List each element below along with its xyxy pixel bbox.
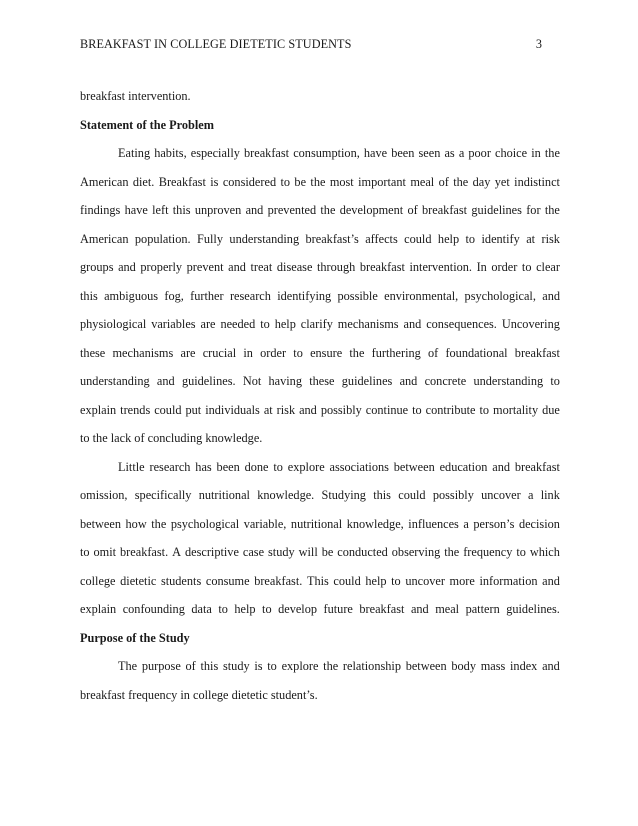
word: link bbox=[540, 488, 560, 502]
word: the bbox=[349, 345, 365, 360]
word: are bbox=[200, 317, 216, 331]
word: decision bbox=[518, 516, 560, 531]
word: This bbox=[306, 573, 329, 588]
word: concrete bbox=[424, 374, 467, 388]
word: to bbox=[465, 231, 476, 246]
text-line bbox=[80, 232, 560, 261]
word: individuals bbox=[205, 402, 260, 417]
word: purpose bbox=[141, 659, 181, 673]
word: between bbox=[405, 659, 447, 673]
text-line bbox=[80, 460, 560, 489]
word: this bbox=[373, 488, 391, 502]
word: possibly bbox=[432, 488, 474, 502]
word: index bbox=[510, 659, 538, 673]
word: breakfast. bbox=[120, 545, 169, 559]
word: study bbox=[222, 659, 250, 673]
word: trends bbox=[120, 402, 151, 417]
word: and bbox=[245, 203, 264, 217]
word: these bbox=[80, 345, 106, 360]
word: identifying bbox=[277, 288, 332, 303]
word: the bbox=[151, 516, 167, 531]
word: due bbox=[542, 402, 560, 417]
word: these bbox=[309, 374, 335, 388]
word: information bbox=[479, 573, 538, 588]
word: to bbox=[80, 545, 90, 559]
word: explore bbox=[287, 459, 325, 474]
word: mortality bbox=[493, 402, 539, 417]
word: prevented bbox=[267, 203, 317, 217]
word: The bbox=[118, 659, 138, 673]
word: have bbox=[363, 146, 388, 160]
text-line bbox=[80, 488, 560, 517]
word: to bbox=[479, 402, 490, 417]
word: mechanisms bbox=[112, 345, 174, 360]
word: psychological bbox=[170, 516, 240, 531]
word: college bbox=[80, 573, 116, 588]
word: Not bbox=[242, 374, 262, 388]
word: to bbox=[260, 317, 270, 331]
word: and bbox=[228, 260, 246, 274]
text-line bbox=[80, 403, 560, 432]
word: and bbox=[542, 659, 560, 673]
word: breakfast bbox=[514, 459, 560, 474]
word: the bbox=[323, 659, 339, 673]
word: and bbox=[542, 573, 560, 588]
word: nutritional bbox=[198, 488, 250, 502]
text-line bbox=[80, 517, 560, 546]
word: which bbox=[529, 545, 560, 559]
word: through bbox=[316, 260, 356, 274]
word: between bbox=[80, 516, 121, 531]
word: uncover bbox=[405, 573, 445, 588]
word: development bbox=[339, 203, 404, 217]
text-line bbox=[80, 545, 560, 574]
word: ensure bbox=[310, 345, 343, 360]
word: to bbox=[391, 573, 401, 588]
text-line bbox=[80, 317, 560, 346]
word: guidelines bbox=[341, 374, 393, 388]
word: students bbox=[160, 573, 202, 588]
word: this bbox=[200, 659, 219, 673]
word: having bbox=[268, 374, 302, 388]
word: will bbox=[298, 545, 318, 559]
word: order bbox=[260, 345, 287, 360]
word: the bbox=[444, 545, 460, 559]
word: study bbox=[268, 545, 295, 559]
word: findings bbox=[80, 203, 121, 217]
word: this bbox=[172, 203, 191, 217]
word: to bbox=[267, 659, 277, 673]
word: and bbox=[410, 602, 429, 616]
word: help bbox=[234, 602, 256, 616]
word: omission, bbox=[80, 488, 128, 502]
word: American bbox=[80, 174, 129, 189]
word: prevent bbox=[186, 260, 224, 274]
word: relationship bbox=[342, 659, 401, 673]
word: meal bbox=[435, 602, 460, 616]
word: conducted bbox=[337, 545, 388, 559]
word: furthering bbox=[371, 345, 421, 360]
word: could bbox=[398, 488, 426, 502]
word: fog, bbox=[164, 288, 184, 303]
word: seen bbox=[418, 146, 441, 160]
word: diet. bbox=[132, 174, 155, 189]
word: help bbox=[365, 573, 387, 588]
text-line bbox=[80, 146, 560, 175]
word: develop bbox=[278, 602, 318, 616]
word: consumption, bbox=[293, 146, 360, 160]
text-line bbox=[80, 260, 560, 289]
word: population. bbox=[134, 231, 191, 246]
word: Fully bbox=[197, 231, 223, 246]
word: indistinct bbox=[514, 174, 560, 189]
word: guidelines. bbox=[506, 602, 560, 616]
word: order bbox=[491, 260, 518, 274]
word: groups bbox=[80, 260, 114, 274]
word: help bbox=[274, 317, 296, 331]
word: clear bbox=[536, 260, 560, 274]
word: person’s bbox=[473, 516, 515, 531]
word: body bbox=[451, 659, 476, 673]
word: and bbox=[118, 260, 136, 274]
word: most bbox=[329, 174, 354, 189]
word: specifically bbox=[134, 488, 192, 502]
word: breakfast. bbox=[254, 573, 303, 588]
section-heading: Purpose of the Study bbox=[80, 630, 190, 645]
word: of bbox=[407, 203, 418, 217]
word: frequency bbox=[463, 545, 513, 559]
word: how bbox=[125, 516, 147, 531]
word: been bbox=[216, 459, 240, 474]
word: in bbox=[531, 146, 541, 160]
word: understanding bbox=[80, 374, 150, 388]
word: environmental, bbox=[384, 288, 459, 303]
word: disease bbox=[276, 260, 313, 274]
word: mass bbox=[480, 659, 506, 673]
word: possibly bbox=[320, 402, 362, 417]
word: needed bbox=[220, 317, 256, 331]
word: between bbox=[393, 459, 435, 474]
word: be bbox=[321, 545, 334, 559]
word: a bbox=[463, 516, 469, 531]
word: to bbox=[273, 459, 283, 474]
word: guidelines bbox=[471, 203, 522, 217]
word: A bbox=[172, 545, 182, 559]
word: American bbox=[80, 231, 129, 246]
running-head: BREAKFAST IN COLLEGE DIETETIC STUDENTS bbox=[80, 37, 352, 51]
word: knowledge, bbox=[346, 516, 404, 531]
word: especially bbox=[190, 146, 240, 160]
word: yet bbox=[494, 174, 510, 189]
word: variables bbox=[151, 317, 196, 331]
word: the bbox=[310, 174, 326, 189]
word: research bbox=[229, 288, 271, 303]
word: identify bbox=[481, 231, 520, 246]
word: to bbox=[280, 174, 291, 189]
word: and bbox=[403, 317, 422, 331]
word: the bbox=[544, 203, 560, 217]
word: consume bbox=[205, 573, 250, 588]
word: at bbox=[526, 231, 536, 246]
word: variable, bbox=[243, 516, 287, 531]
text-line bbox=[80, 602, 560, 631]
word: choice bbox=[495, 146, 528, 160]
word: understanding bbox=[229, 231, 300, 246]
word: the bbox=[320, 203, 336, 217]
word: breakfast bbox=[514, 345, 560, 360]
word: is bbox=[210, 174, 219, 189]
word: properly bbox=[140, 260, 183, 274]
text-line bbox=[80, 346, 560, 375]
word: to bbox=[262, 602, 272, 616]
word: guidelines. bbox=[181, 374, 236, 388]
word: physiological bbox=[80, 317, 147, 331]
text-line: to the lack of concluding knowledge. bbox=[80, 431, 263, 445]
word: of bbox=[185, 659, 196, 673]
word: been bbox=[391, 146, 415, 160]
word: risk bbox=[541, 231, 560, 246]
word: observing bbox=[391, 545, 441, 559]
word: more bbox=[449, 573, 475, 588]
word: important bbox=[358, 174, 406, 189]
word: data bbox=[191, 602, 212, 616]
word: this bbox=[80, 288, 98, 303]
word: are bbox=[180, 345, 196, 360]
word: unproven bbox=[194, 203, 242, 217]
word: the bbox=[544, 146, 560, 160]
word: explore bbox=[281, 659, 319, 673]
text-line bbox=[80, 175, 560, 204]
word: a bbox=[527, 488, 534, 502]
word: as bbox=[444, 146, 455, 160]
word: and bbox=[299, 402, 317, 417]
word: descriptive bbox=[184, 545, 239, 559]
word: at bbox=[263, 402, 273, 417]
word: Uncovering bbox=[501, 317, 560, 331]
word: habits, bbox=[154, 146, 187, 160]
word: could bbox=[333, 573, 361, 588]
word: could bbox=[154, 402, 182, 417]
word: for bbox=[526, 203, 541, 217]
word: possible bbox=[337, 288, 378, 303]
word: consequences. bbox=[426, 317, 497, 331]
word: understanding bbox=[473, 374, 544, 388]
word: to bbox=[412, 402, 422, 417]
word: dietetic bbox=[120, 573, 157, 588]
word: research bbox=[149, 459, 191, 474]
word: done bbox=[244, 459, 269, 474]
word: Little bbox=[118, 459, 145, 474]
word: knowledge. bbox=[257, 488, 315, 502]
word: contribute bbox=[425, 402, 476, 417]
word: explain bbox=[80, 602, 117, 616]
word: nutritional bbox=[290, 516, 343, 531]
section-heading: Statement of the Problem bbox=[80, 117, 214, 132]
text-line bbox=[80, 374, 560, 403]
word: In bbox=[476, 260, 487, 274]
text-line: breakfast intervention. bbox=[80, 89, 191, 103]
word: is bbox=[254, 659, 263, 673]
word: psychological, bbox=[464, 288, 536, 303]
word: left bbox=[152, 203, 169, 217]
word: and bbox=[156, 374, 175, 388]
word: breakfast bbox=[359, 260, 405, 274]
word: risk bbox=[276, 402, 296, 417]
word: intervention. bbox=[409, 260, 472, 274]
word: uncover bbox=[481, 488, 521, 502]
word: influences bbox=[408, 516, 459, 531]
word: have bbox=[124, 203, 148, 217]
word: in bbox=[243, 345, 253, 360]
word: associations bbox=[329, 459, 389, 474]
word: pattern bbox=[465, 602, 500, 616]
word: of bbox=[427, 345, 439, 360]
word: and bbox=[492, 459, 511, 474]
word: and bbox=[542, 288, 560, 303]
body-text bbox=[80, 89, 560, 716]
word: to bbox=[516, 545, 526, 559]
word: case bbox=[242, 545, 265, 559]
word: breakfast’s bbox=[305, 231, 359, 246]
word: treat bbox=[250, 260, 273, 274]
word: Eating bbox=[118, 146, 151, 160]
word: breakfast bbox=[244, 146, 290, 160]
word: poor bbox=[468, 146, 491, 160]
word: to bbox=[293, 345, 303, 360]
word: Studying bbox=[321, 488, 366, 502]
word: a bbox=[458, 146, 465, 160]
word: put bbox=[185, 402, 202, 417]
word: omit bbox=[93, 545, 117, 559]
text-line bbox=[80, 203, 560, 232]
word: to bbox=[218, 602, 228, 616]
word: affects bbox=[365, 231, 398, 246]
word: explain bbox=[80, 402, 117, 417]
word: education bbox=[439, 459, 488, 474]
text-line bbox=[80, 659, 560, 688]
word: could bbox=[404, 231, 432, 246]
text-line: breakfast frequency in college dietetic student’s. bbox=[80, 687, 318, 702]
word: has bbox=[195, 459, 212, 474]
word: day bbox=[472, 174, 491, 189]
word: continue bbox=[365, 402, 409, 417]
word: breakfast bbox=[422, 203, 468, 217]
word: Breakfast bbox=[158, 174, 206, 189]
word: help bbox=[437, 231, 460, 246]
word: mechanisms bbox=[337, 317, 399, 331]
text-line bbox=[80, 289, 560, 318]
text-line bbox=[80, 574, 560, 603]
word: further bbox=[190, 288, 224, 303]
word: and bbox=[399, 374, 418, 388]
word: ambiguous bbox=[104, 288, 159, 303]
word: breakfast bbox=[359, 602, 405, 616]
word: the bbox=[453, 174, 469, 189]
word: foundational bbox=[445, 345, 508, 360]
word: of bbox=[438, 174, 449, 189]
word: considered bbox=[222, 174, 277, 189]
word: crucial bbox=[202, 345, 237, 360]
word: to bbox=[521, 260, 532, 274]
page-number: 3 bbox=[535, 37, 542, 51]
word: be bbox=[294, 174, 307, 189]
word: meal bbox=[410, 174, 435, 189]
word: clarify bbox=[300, 317, 333, 331]
word: future bbox=[323, 602, 353, 616]
word: to bbox=[550, 374, 560, 388]
word: confounding bbox=[122, 602, 185, 616]
